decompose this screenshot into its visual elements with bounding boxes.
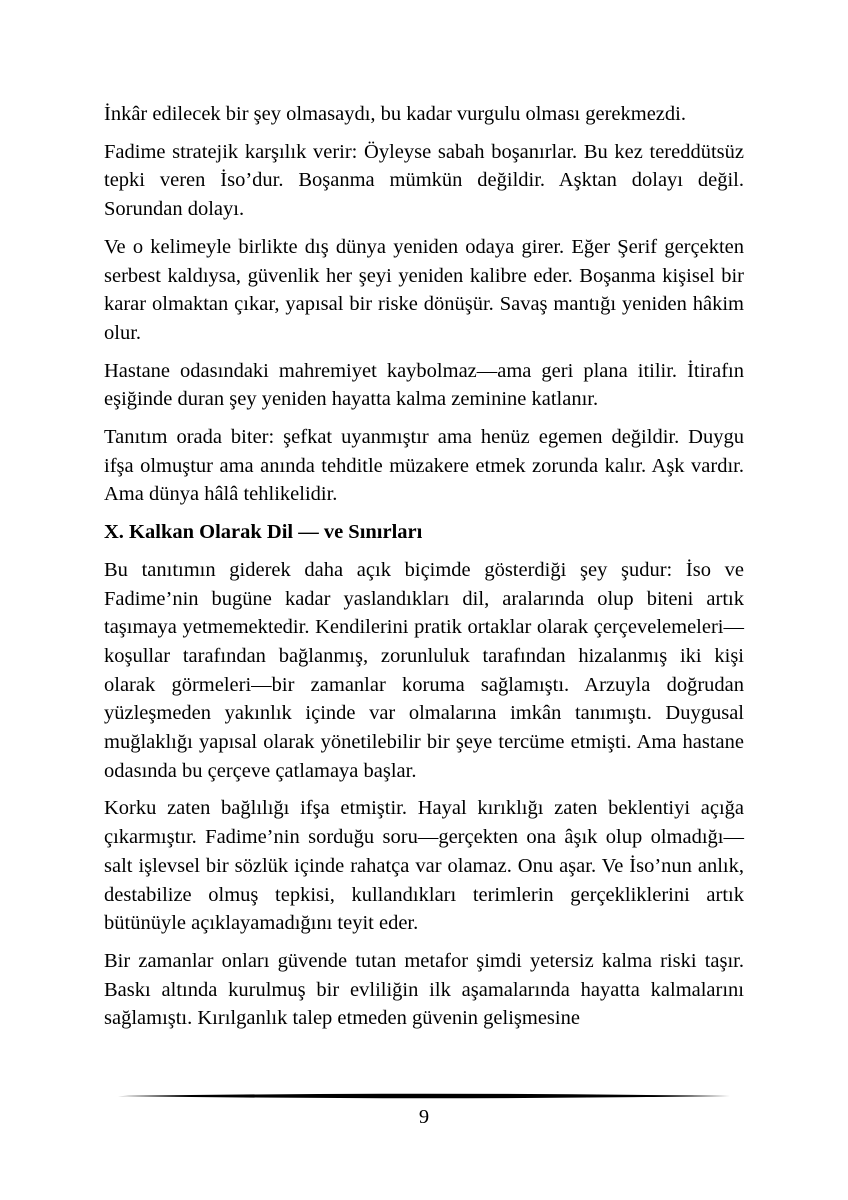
footer-rule-shape — [118, 1094, 730, 1099]
paragraph-4: Hastane odasındaki mahremiyet kaybolmaz—ama geri plana itilir. İtirafın eşiğinde duran şey yeniden hayatta kalma zeminine katlanır. — [104, 359, 744, 411]
paragraph-7: Korku zaten bağlılığı ifşa etmiştir. Hayal kırıklığı zaten beklentiyi açığa çıkarmıştır. Fadime’nin sorduğu soru—gerçekten ona âşık olup olmadığı—salt işlevsel bir sözlük içinde rahatça var olamaz. Onu aşar. Ve İso’nun anlık, destabilize olmuş tepkisi, kullandıkları terimlerin gerçekliklerini artık bütünüyle açıklayamadığını teyit eder. — [104, 797, 744, 935]
page-number: 9 — [418, 1106, 430, 1128]
paragraph-3: Ve o kelimeyle birlikte dış dünya yeniden odaya girer. Eğer Şerif gerçekten serbest kaldıysa, güvenlik her şeyi yeniden kalibre eder. Boşanma kişisel bir karar olmaktan çıkar, yapısal bir riske dönüşür. Savaş mantığı yeniden hâkim olur. — [104, 235, 744, 344]
section-heading: X. Kalkan Olarak Dil — ve Sınırları — [104, 521, 423, 544]
page-body — [104, 100, 744, 1042]
paragraph-6: Bu tanıtımın giderek daha açık biçimde gösterdiği şey şudur: İso ve Fadime’nin bugüne kadar yaslandıkları dil, aralarında olup biteni artık taşımaya yetmemektedir. Kendilerini pratik ortaklar olarak çerçevelemeleri—koşullar tarafından bağlanmış, zorunluluk tarafından hizalanmış iki kişi olarak görmeleri—bir zamanlar koruma sağlamıştı. Arzuyla doğrudan yüzleşmeden yakınlık içinde var olmalarına imkân tanımıştı. Duygusal muğlaklığı yapısal olarak yönetilebilir bir şeye tercüme etmişti. Ama hastane odasında bu çerçeve çatlamaya başlar. — [104, 558, 744, 782]
paragraph-1: İnkâr edilecek bir şey olmasaydı, bu kadar vurgulu olması gerekmezdi. — [104, 103, 686, 125]
paragraph-2: Fadime stratejik karşılık verir: Öyleyse sabah boşanırlar. Bu kez tereddütsüz tepki veren İso’dur. Boşanma mümkün değildir. Aşktan dolayı değil. Sorundan dolayı. — [104, 140, 744, 221]
paragraph-8: Bir zamanlar onları güvende tutan metafor şimdi yetersiz kalma riski taşır. Baskı altında kurulmuş bir evliliğin ilk aşamalarında hayatta kalmalarını sağlamıştı. Kırılganlık talep etmeden güvenin gelişmesine — [104, 949, 744, 1030]
footer-rule — [118, 1091, 730, 1101]
paragraph-5: Tanıtım orada biter: şefkat uyanmıştır ama henüz egemen değildir. Duygu ifşa olmuştur ama anında tehditle müzakere etmek zorunda kalır. Aşk vardır. Ama dünya hâlâ tehlikelidir. — [104, 426, 744, 506]
